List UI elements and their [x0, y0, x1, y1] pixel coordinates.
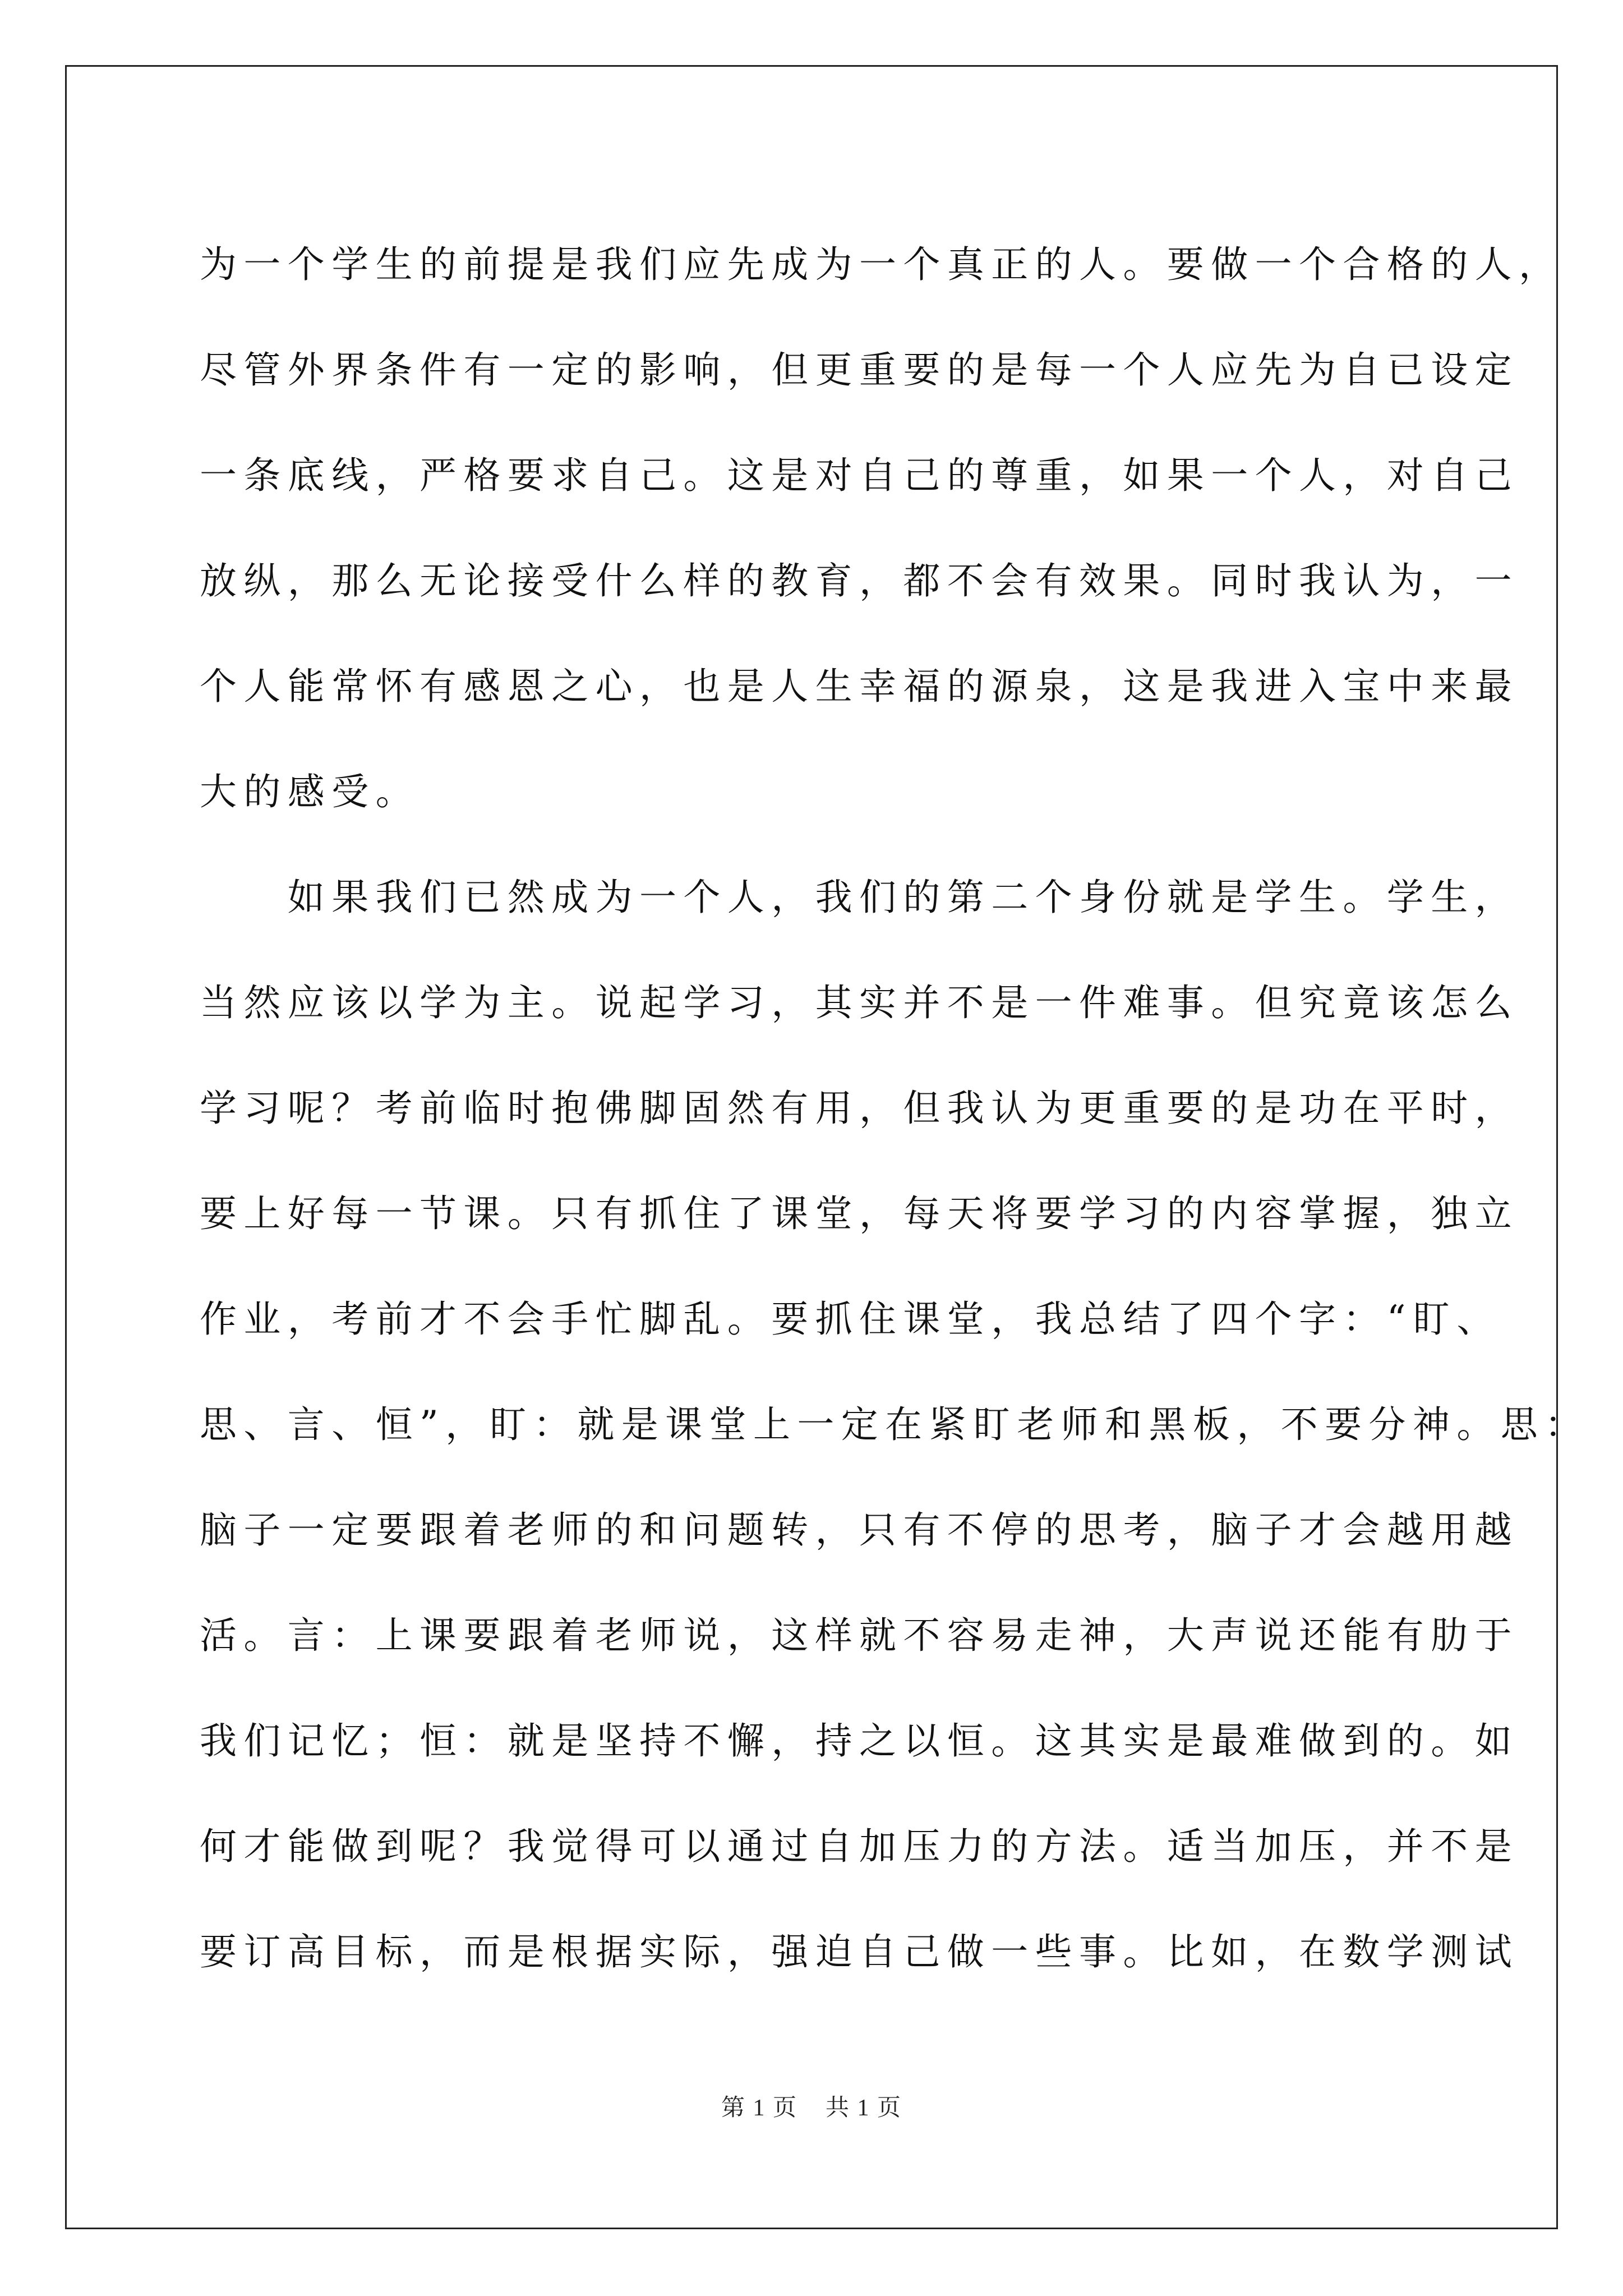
- text-line: 作业，考前才不会手忙脚乱。要抓住课堂，我总结了四个字：“盯、: [200, 1297, 1501, 1341]
- text-line: 何才能做到呢？我觉得可以通过自加压力的方法。适当加压，并不是: [200, 1825, 1519, 1868]
- text-line: 思、言、恒”，盯：就是课堂上一定在紧盯老师和黑板，不要分神。思：: [200, 1403, 1589, 1446]
- text-line: 活。言：上课要跟着老师说，这样就不容易走神，大声说还能有肋于: [200, 1614, 1519, 1657]
- page-number: 第 1 页: [721, 2095, 797, 2121]
- text-line: 脑子一定要跟着老师的和问题转，只有不停的思考，脑子才会越用越: [200, 1508, 1519, 1552]
- text-line: 大的感受。: [200, 770, 419, 813]
- text-line: 为一个学生的前提是我们应先成为一个真正的人。要做一个合格的人，: [200, 243, 1563, 286]
- text-line: 尽管外界条件有一定的影响，但更重要的是每一个人应先为自已设定: [200, 348, 1519, 392]
- text-line: 如果我们已然成为一个人，我们的第二个身份就是学生。学生，: [200, 876, 1519, 919]
- document-body: [200, 212, 1589, 2005]
- page-footer: [0, 2091, 1623, 2125]
- text-line: 要上好每一节课。只有抓住了课堂，每天将要学习的内容掌握，独立: [200, 1192, 1519, 1235]
- text-line: 我们记忆；恒：就是坚持不懈，持之以恒。这其实是最难做到的。如: [200, 1719, 1519, 1763]
- page-total: 共 1 页: [826, 2095, 902, 2121]
- text-line: 学习呢？考前临时抱佛脚固然有用，但我认为更重要的是功在平时，: [200, 1087, 1519, 1130]
- text-line: 放纵，那么无论接受什么样的教育，都不会有效果。同时我认为，一: [200, 559, 1519, 602]
- text-line: 当然应该以学为主。说起学习，其实并不是一件难事。但究竟该怎么: [200, 981, 1519, 1024]
- text-line: 一条底线，严格要求自己。这是对自己的尊重，如果一个人，对自己: [200, 454, 1519, 497]
- text-line: 个人能常怀有感恩之心，也是人生幸福的源泉，这是我进入宝中来最: [200, 665, 1519, 708]
- text-line: 要订高目标，而是根据实际，强迫自己做一些事。比如，在数学测试: [200, 1930, 1519, 1973]
